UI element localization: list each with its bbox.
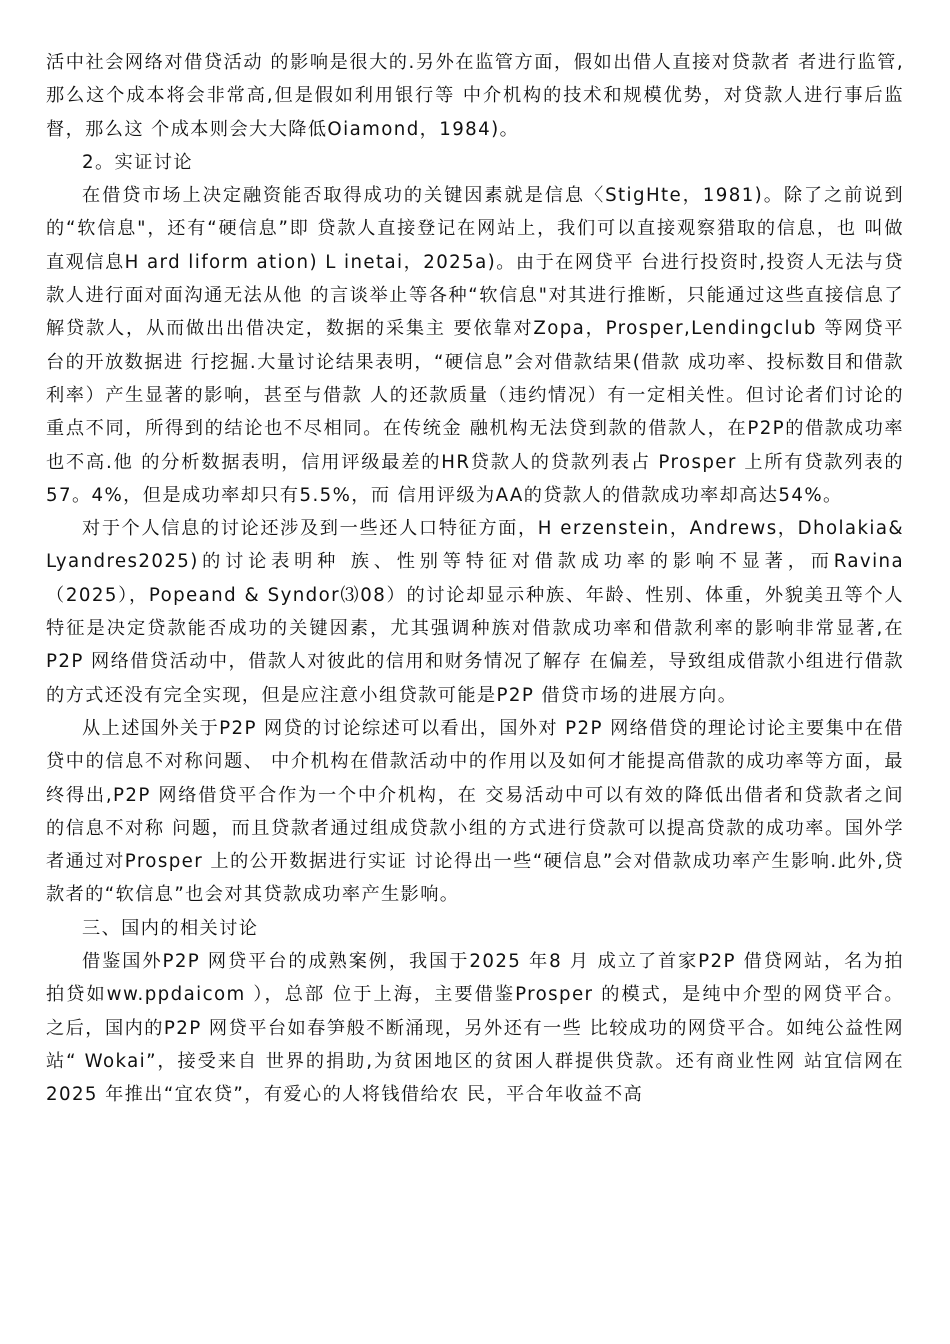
paragraph-hard-information: 在借贷市场上决定融资能否取得成功的关键因素就是信息〈StigHte，1981)。除了之前说到的“软信息"，还有“硬信息”即 贷款人直接登记在网站上，我们可以直接观察猎取的信息，也 叫做直观信息H ard liform ation) L inetai，2025a)。由于在网贷平 台进行投资时,投资人无法与贷款人进行面对面沟通无法从他 的言谈举止等各种“软信息"对其进行推断，只能通过这些直接信息了解贷款人，从而做出出借决定，数据的采集主 要依靠对Zopa，Prosper,Lendingclub 等网贷平台的开放数据进 行挖掘.大量讨论结果表明，“硬信息”会对借款结果(借款 成功率、投标数目和借款利率）产生显著的影响，甚至与借款 人的还款质量（违约情况）有一定相关性。但讨论者们讨论的 重点不同，所得到的结论也不尽相同。在传统金 融机构无法贷到款的借款人，在P2P的借款成功率也不高.他 的分析数据表明，信用评级最差的HR贷款人的贷款列表占 Prosper 上所有贷款列表的57。4%，但是成功率却只有5.5%，而 信用评级为AA的贷款人的借款成功率却高达54%。 bbox=[46, 185, 904, 506]
section-heading-domestic-discussion: 三、国内的相关讨论 bbox=[82, 917, 259, 939]
paragraph-intro-continuation: 活中社会网络对借贷活动 的影响是很大的.另外在监管方面，假如出借人直接对贷款者 者进行监管,那么这个成本将会非常高,但是假如利用银行等 中介机构的技术和规模优势，对贷款人进行事后监督，那么这 个成本则会大大降低Oiamond，1984)。 bbox=[46, 52, 904, 140]
paragraph-personal-information: 对于个人信息的讨论还涉及到一些还人口特征方面，H erzenstein，Andrews，Dholakia& Lyandres2025)的讨论表明种 族、性别等特征对借款成功率的影响不显著，而Ravina （2025），Popeand & Syndor⑶08）的讨论却显示种族、年龄、性别、体重，外貌美丑等个人特征是决定贷款能否成功的关键因素，尤其强调种族对借款成功率和借款利率的影响非常显著,在 P2P 网络借贷活动中，借款人对彼此的信用和财务情况了解存 在偏差，导致组成借款小组进行借款的方式还没有完全实现，但是应注意小组贷款可能是P2P 借贷市场的进展方向。 bbox=[46, 518, 904, 706]
paragraph-foreign-summary: 从上述国外关于P2P 网贷的讨论综述可以看出，国外对 P2P 网络借贷的理论讨论主要集中在借贷中的信息不对称问题、 中介机构在借款活动中的作用以及如何才能提高借款的成功率等方面，最终得出,P2P 网络借贷平合作为一个中介机构，在 交易活动中可以有效的降低出借者和贷款者之间的信息不对称 问题，而且贷款者通过组成贷款小组的方式进行贷款可以提高贷款的成功率。国外学者通过对Prosper 上的公开数据进行实证 讨论得出一些“硬信息”会对借款成功率产生影响.此外,贷 款者的“软信息”也会对其贷款成功率产生影响。 bbox=[46, 717, 904, 906]
section-heading-empirical-discussion: 2。实证讨论 bbox=[82, 151, 193, 173]
paragraph-domestic-platforms: 借鉴国外P2P 网贷平台的成熟案例，我国于2025 年8 月 成立了首家P2P 借贷网站，名为拍拍贷如ww.ppdaicom ），总部 位于上海，主要借鉴Prosper 的模式，是纯中介型的网贷平合。 之后，国内的P2P 网贷平台如春笋般不断涌现，另外还有一些 比较成功的网贷平合。如纯公益性网站“ Wokai”，接受来自 世界的捐助,为贫困地区的贫困人群提供贷款。还有商业性网 站宜信网在2025 年推出“宜农贷”，有爱心的人将钱借给农 民，平合年收益不高 bbox=[46, 951, 904, 1106]
